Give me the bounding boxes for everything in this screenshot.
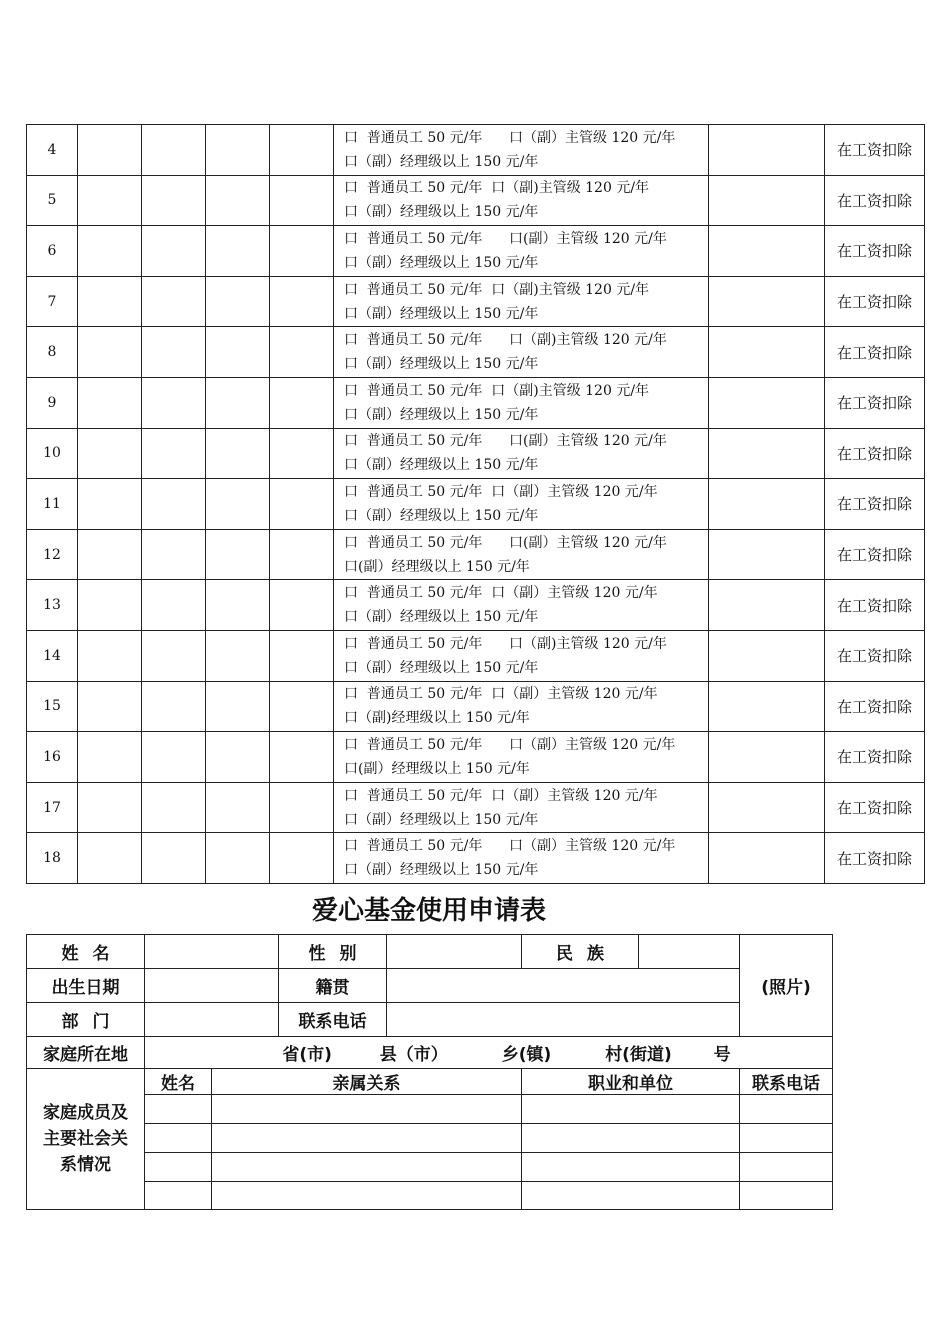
fee-options-line-2: 口（副）经理级以上 150 元/年 [344,609,539,626]
row-number: 12 [27,529,78,580]
family-name-cell[interactable] [145,1153,212,1182]
address-county: 县（市） [379,1045,448,1065]
blank-cell[interactable] [206,833,270,884]
blank-cell[interactable] [270,681,334,732]
blank-cell[interactable] [206,681,270,732]
roster-row [27,732,925,783]
row-number: 8 [27,327,78,378]
deduct-note: 在工资扣除 [825,327,925,378]
family-col-relation: 亲属关系 [212,1069,522,1095]
deduct-note: 在工资扣除 [825,479,925,530]
fee-options-line-2: 口（副）经理级以上 150 元/年 [344,811,539,828]
ethnicity-label: 民族 [522,935,639,969]
fee-options-line-2: 口（副）经理级以上 150 元/年 [344,356,539,373]
blank-cell[interactable] [206,226,270,277]
family-relation-cell[interactable] [212,1095,522,1124]
blank-cell[interactable] [78,782,142,833]
blank-cell[interactable] [270,327,334,378]
member-roster-table [26,124,925,884]
deduct-note: 在工资扣除 [825,782,925,833]
roster-row [27,580,925,631]
fee-options-line-2: 口(副）经理级以上 150 元/年 [344,760,530,777]
blank-cell[interactable] [206,276,270,327]
roster-row [27,681,925,732]
row-number: 7 [27,276,78,327]
row-number: 4 [27,125,78,176]
fee-options[interactable] [334,276,709,327]
blank-cell[interactable] [270,732,334,783]
fee-options[interactable] [334,428,709,479]
fee-options-line-1: 口 普通员工 50 元/年 口（副)主管级 120 元/年 [344,332,667,349]
blank-cell[interactable] [270,428,334,479]
family-occupation-cell[interactable] [522,1095,740,1124]
fee-options[interactable] [334,529,709,580]
blank-cell[interactable] [709,833,825,884]
deduct-note: 在工资扣除 [825,630,925,681]
blank-cell[interactable] [709,479,825,530]
fee-options-line-1: 口 普通员工 50 元/年 口（副）主管级 120 元/年 [344,483,658,500]
blank-cell[interactable] [78,175,142,226]
blank-cell[interactable] [142,833,206,884]
blank-cell[interactable] [78,428,142,479]
blank-cell[interactable] [270,479,334,530]
fee-options-line-2: 口（副）经理级以上 150 元/年 [344,204,539,221]
address-village: 村(街道) [605,1045,672,1065]
roster-row [27,175,925,226]
blank-cell[interactable] [709,529,825,580]
photo-box[interactable]: (照片) [740,935,833,1037]
family-phone-cell[interactable] [740,1095,833,1124]
fee-options[interactable] [334,125,709,176]
family-name-cell[interactable] [145,1124,212,1153]
blank-cell[interactable] [206,732,270,783]
family-phone-cell[interactable] [740,1153,833,1182]
blank-cell[interactable] [78,327,142,378]
blank-cell[interactable] [270,276,334,327]
blank-cell[interactable] [270,529,334,580]
blank-cell[interactable] [709,732,825,783]
roster-row [27,377,925,428]
fee-options[interactable] [334,833,709,884]
family-relation-cell[interactable] [212,1124,522,1153]
blank-cell[interactable] [709,276,825,327]
row-number: 14 [27,630,78,681]
deduct-note: 在工资扣除 [825,226,925,277]
blank-cell[interactable] [78,276,142,327]
blank-cell[interactable] [78,732,142,783]
address-label: 家庭所在地 [27,1037,145,1069]
roster-row [27,327,925,378]
fee-options-line-2: 口（副）经理级以上 150 元/年 [344,862,539,879]
fee-options-line-2: 口（副）经理级以上 150 元/年 [344,507,539,524]
fee-options-line-1: 口 普通员工 50 元/年 口（副）主管级 120 元/年 [344,787,658,804]
row-number: 13 [27,580,78,631]
blank-cell[interactable] [206,377,270,428]
fee-options[interactable] [334,681,709,732]
family-phone-cell[interactable] [740,1182,833,1210]
blank-cell[interactable] [78,630,142,681]
blank-cell[interactable] [709,125,825,176]
blank-cell[interactable] [78,681,142,732]
deduct-note: 在工资扣除 [825,833,925,884]
fee-options-line-1: 口 普通员工 50 元/年 口（副）主管级 120 元/年 [344,686,658,703]
blank-cell[interactable] [142,782,206,833]
blank-cell[interactable] [78,529,142,580]
name-label: 姓名 [27,935,145,969]
fee-options-line-1: 口 普通员工 50 元/年 口（副)主管级 120 元/年 [344,382,650,399]
row-number: 15 [27,681,78,732]
phone-label: 联系电话 [279,1003,387,1037]
blank-cell[interactable] [270,782,334,833]
fee-options-line-1: 口 普通员工 50 元/年 口（副）主管级 120 元/年 [344,585,658,602]
blank-cell[interactable] [270,833,334,884]
blank-cell[interactable] [142,732,206,783]
row-number: 11 [27,479,78,530]
blank-cell[interactable] [78,833,142,884]
blank-cell[interactable] [206,327,270,378]
gender-label: 性别 [279,935,387,969]
fee-options-line-2: 口（副）经理级以上 150 元/年 [344,406,539,423]
fee-options-line-1: 口 普通员工 50 元/年 口(副）主管级 120 元/年 [344,433,667,450]
blank-cell[interactable] [142,175,206,226]
roster-row [27,630,925,681]
name-field[interactable] [145,935,279,969]
family-relation-cell[interactable] [212,1182,522,1210]
fee-options-line-1: 口 普通员工 50 元/年 口（副)主管级 120 元/年 [344,281,650,298]
family-members-label-text: 家庭成员及主要社会关系情况 [43,1103,128,1175]
fee-options-line-1: 口 普通员工 50 元/年 口（副）主管级 120 元/年 [344,129,676,146]
family-name-cell[interactable] [145,1182,212,1210]
fee-options-line-1: 口 普通员工 50 元/年 口（副)主管级 120 元/年 [344,180,650,197]
blank-cell[interactable] [270,175,334,226]
fee-options[interactable] [334,327,709,378]
family-occupation-cell[interactable] [522,1182,740,1210]
row-number: 17 [27,782,78,833]
row-number: 18 [27,833,78,884]
blank-cell[interactable] [142,276,206,327]
fee-options-line-2: 口（副）经理级以上 150 元/年 [344,153,539,170]
ethnicity-field[interactable] [639,935,740,969]
native-place-label: 籍贯 [279,969,387,1003]
deduct-note: 在工资扣除 [825,377,925,428]
deduct-note: 在工资扣除 [825,580,925,631]
roster-row [27,479,925,530]
blank-cell[interactable] [78,125,142,176]
phone-field[interactable] [387,1003,740,1037]
blank-cell[interactable] [142,226,206,277]
blank-cell[interactable] [206,175,270,226]
blank-cell[interactable] [142,630,206,681]
family-occupation-cell[interactable] [522,1153,740,1182]
roster-row [27,428,925,479]
blank-cell[interactable] [709,175,825,226]
department-label: 部门 [27,1003,145,1037]
row-number: 5 [27,175,78,226]
fee-options-line-2: 口（副）经理级以上 150 元/年 [344,457,539,474]
address-field[interactable] [145,1037,833,1069]
row-number: 16 [27,732,78,783]
department-field[interactable] [145,1003,279,1037]
family-members-label [27,1069,145,1210]
blank-cell[interactable] [709,377,825,428]
roster-row [27,529,925,580]
row-number: 6 [27,226,78,277]
fee-options-line-2: 口（副）经理级以上 150 元/年 [344,254,539,271]
blank-cell[interactable] [270,580,334,631]
gender-field[interactable] [387,935,522,969]
blank-cell[interactable] [709,327,825,378]
blank-cell[interactable] [142,529,206,580]
blank-cell[interactable] [709,782,825,833]
blank-cell[interactable] [709,580,825,631]
blank-cell[interactable] [206,479,270,530]
fee-options[interactable] [334,732,709,783]
fee-options-line-2: 口（副）经理级以上 150 元/年 [344,305,539,322]
fee-options-line-2: 口（副)经理级以上 150 元/年 [344,710,530,727]
family-phone-cell[interactable] [740,1124,833,1153]
address-number: 号 [713,1045,731,1065]
form-title: 爱心基金使用申请表 [311,896,546,926]
deduct-note: 在工资扣除 [825,175,925,226]
fee-options-line-1: 口 普通员工 50 元/年 口（副）主管级 120 元/年 [344,736,676,753]
deduct-note: 在工资扣除 [825,276,925,327]
blank-cell[interactable] [709,681,825,732]
blank-cell[interactable] [78,377,142,428]
roster-row [27,833,925,884]
blank-cell[interactable] [142,428,206,479]
blank-cell[interactable] [142,479,206,530]
blank-cell[interactable] [270,377,334,428]
deduct-note: 在工资扣除 [825,681,925,732]
blank-cell[interactable] [206,529,270,580]
fee-options[interactable] [334,782,709,833]
fee-options-line-1: 口 普通员工 50 元/年 口（副)主管级 120 元/年 [344,635,667,652]
blank-cell[interactable] [142,580,206,631]
roster-row [27,125,925,176]
blank-cell[interactable] [270,226,334,277]
blank-cell[interactable] [709,226,825,277]
blank-cell[interactable] [709,428,825,479]
birth-date-label: 出生日期 [27,969,145,1003]
family-relation-cell[interactable] [212,1153,522,1182]
blank-cell[interactable] [206,428,270,479]
blank-cell[interactable] [270,125,334,176]
blank-cell[interactable] [142,681,206,732]
native-place-field[interactable] [387,969,740,1003]
family-occupation-cell[interactable] [522,1124,740,1153]
address-town: 乡(镇) [501,1045,552,1065]
fee-options[interactable] [334,630,709,681]
blank-cell[interactable] [206,782,270,833]
row-number: 9 [27,377,78,428]
fee-options[interactable] [334,226,709,277]
family-col-phone: 联系电话 [740,1069,833,1095]
application-form-table [26,934,833,1210]
blank-cell[interactable] [142,327,206,378]
birth-date-field[interactable] [145,969,279,1003]
fee-options[interactable] [334,580,709,631]
blank-cell[interactable] [206,630,270,681]
deduct-note: 在工资扣除 [825,732,925,783]
row-number: 10 [27,428,78,479]
blank-cell[interactable] [206,125,270,176]
blank-cell[interactable] [78,580,142,631]
deduct-note: 在工资扣除 [825,428,925,479]
roster-row [27,276,925,327]
family-col-name: 姓名 [145,1069,212,1095]
roster-row [27,782,925,833]
fee-options-line-1: 口 普通员工 50 元/年 口（副）主管级 120 元/年 [344,838,676,855]
fee-options[interactable] [334,175,709,226]
deduct-note: 在工资扣除 [825,529,925,580]
fee-options-line-1: 口 普通员工 50 元/年 口(副）主管级 120 元/年 [344,230,667,247]
blank-cell[interactable] [78,226,142,277]
family-col-occupation: 职业和单位 [522,1069,740,1095]
fee-options-line-2: 口（副）经理级以上 150 元/年 [344,659,539,676]
address-province: 省(市) [282,1045,332,1065]
fee-options[interactable] [334,377,709,428]
blank-cell[interactable] [709,630,825,681]
fee-options[interactable] [334,479,709,530]
blank-cell[interactable] [270,630,334,681]
fee-options-line-2: 口(副）经理级以上 150 元/年 [344,558,530,575]
blank-cell[interactable] [142,125,206,176]
blank-cell[interactable] [206,580,270,631]
deduct-note: 在工资扣除 [825,125,925,176]
fee-options-line-1: 口 普通员工 50 元/年 口(副）主管级 120 元/年 [344,534,667,551]
blank-cell[interactable] [78,479,142,530]
family-name-cell[interactable] [145,1095,212,1124]
blank-cell[interactable] [142,377,206,428]
roster-row [27,226,925,277]
